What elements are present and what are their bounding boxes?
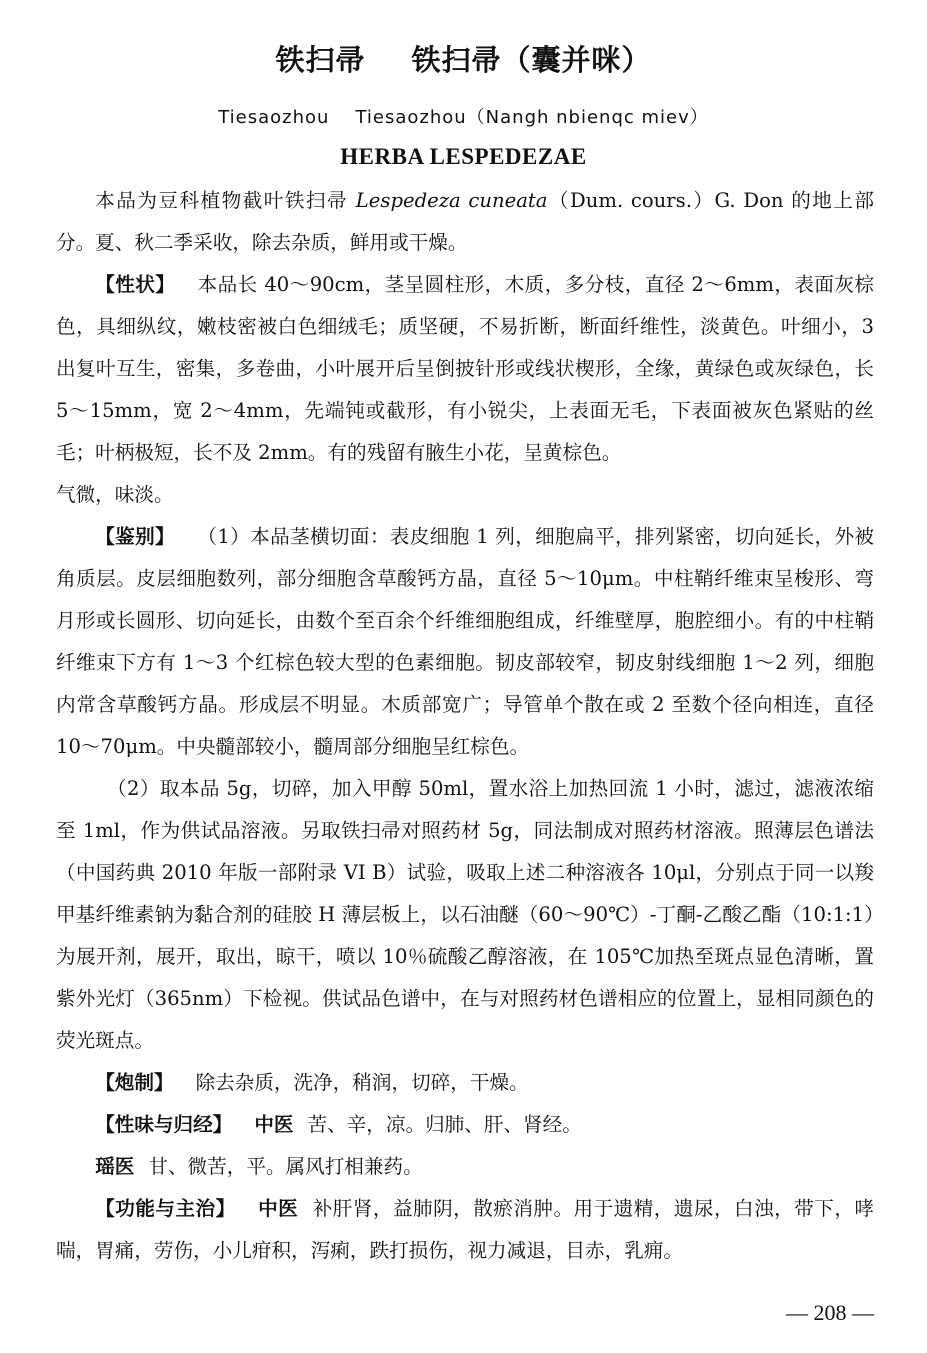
heading-xingzhuang: 【性状】 — [95, 273, 176, 296]
page-title — [0, 38, 927, 79]
intro-paragraph — [56, 180, 874, 264]
section-paozhi — [56, 1062, 874, 1104]
label-yao: 瑶医 — [95, 1155, 135, 1178]
title-chinese: 铁扫帚 — [275, 43, 366, 77]
heading-paozhi: 【炮制】 — [95, 1071, 174, 1094]
xingwei-tcm-text: 苦、辛，凉。归肺、肝、肾经。 — [307, 1113, 582, 1136]
heading-gongneng: 【功能与主治】 — [95, 1197, 236, 1220]
gongneng-text: 补肝肾，益肺阴，散瘀消肿。用于遗精，遗尿，白浊，带下，哮喘，胃痛，劳伤，小儿疳积，泻痢，跌打损伤，视力减退，目赤，乳痈。 — [56, 1197, 875, 1262]
heading-jianbie: 【鉴别】 — [95, 525, 176, 548]
jianbie-text-1: （1）本品茎横切面：表皮细胞 1 列，细胞扁平，排列紧密，切向延长，外被角质层。皮层细胞数列，部分细胞含草酸钙方晶，直径 5～10μm。中柱鞘纤维束呈梭形、弯月形或长圆形、切向延长，由数个至百余个纤维细胞组成，纤维壁厚，胞腔细小。有的中柱鞘纤维束下方有 1～3 个红棕色较大型的色素细胞。韧皮部较窄，韧皮射线细胞 1～2 列，细胞内常含草酸钙方晶。形成层不明显。木质部宽广；导管单个散在或 2 至数个径向相连，直径 10～70μm。中央髓部较小，髓周部分细胞呈红棕色。 — [56, 525, 875, 758]
xingzhuang-smell: 气微，味淡。 — [56, 483, 174, 506]
intro-text-2: （Dum. cours.）G. Don 的地上部分。夏、秋二季采收，除去杂质，鲜用或干燥。 — [56, 189, 875, 254]
label-tcm: 中医 — [254, 1113, 294, 1136]
section-gongneng — [56, 1188, 874, 1272]
latin-name: HERBA LESPEDEZAE — [340, 144, 587, 169]
xingwei-yao-text: 甘、微苦，平。属风打相兼药。 — [148, 1155, 423, 1178]
intro-text-1: 本品为豆科植物截叶铁扫帚 — [95, 189, 349, 212]
section-jianbie — [56, 516, 874, 768]
heading-xingwei: 【性味与归经】 — [95, 1113, 233, 1136]
pinyin-zhuang: Tiesaozhou（Nangh nbienqc miev） — [355, 107, 709, 128]
paozhi-text: 除去杂质，洗净，稍润，切碎，干燥。 — [195, 1071, 529, 1094]
document-body — [56, 180, 874, 1272]
xingwei-yao — [56, 1146, 874, 1188]
section-xingwei — [56, 1104, 874, 1146]
xingzhuang-text: 本品长 40～90cm，茎呈圆柱形，木质，多分枝，直径 2～6mm，表面灰棕色，具细纵纹，嫩枝密被白色细绒毛；质坚硬，不易折断，断面纤维性，淡黄色。叶细小，3 出复叶互生，密集，多卷曲，小叶展开后呈倒披针形或线状楔形，全缘，黄绿色或灰绿色，长 5～15mm，宽 2～4mm，先端钝或截形，有小锐尖，上表面无毛，下表面被灰色紧贴的丝毛；叶柄极短，长不及 2mm。有的残留有腋生小花，呈黄棕色。 — [56, 273, 874, 464]
jianbie-text-2: （2）取本品 5g，切碎，加入甲醇 50ml，置水浴上加热回流 1 小时，滤过，滤液浓缩至 1ml，作为供试品溶液。另取铁扫帚对照药材 5g，同法制成对照药材溶液。照薄层色谱法（中国药典 2010 年版一部附录 VI B）试验，吸取上述二种溶液各 10μl，分别点于同一以羧甲基纤维素钠为黏合剂的硅胶 H 薄层板上，以石油醚（60～90℃）-丁酮-乙酸乙酯（10:1:1）为展开剂，展开，取出，晾干，喷以 10％硫酸乙醇溶液，在 105℃加热至斑点显色清晰，置紫外光灯（365nm）下检视。供试品色谱中，在与对照药材色谱相应的位置上，显相同颜色的荧光斑点。 — [56, 777, 874, 1052]
pinyin-chinese: Tiesaozhou — [218, 107, 330, 128]
species-name: Lespedeza cuneata — [355, 189, 548, 212]
section-xingzhuang — [56, 264, 874, 474]
page-number: — 208 — — [786, 1300, 874, 1325]
title-zhuang: 铁扫帚（囊并咪） — [411, 43, 652, 77]
label-tcm-gongneng: 中医 — [257, 1197, 299, 1220]
pinyin-line — [0, 103, 927, 129]
